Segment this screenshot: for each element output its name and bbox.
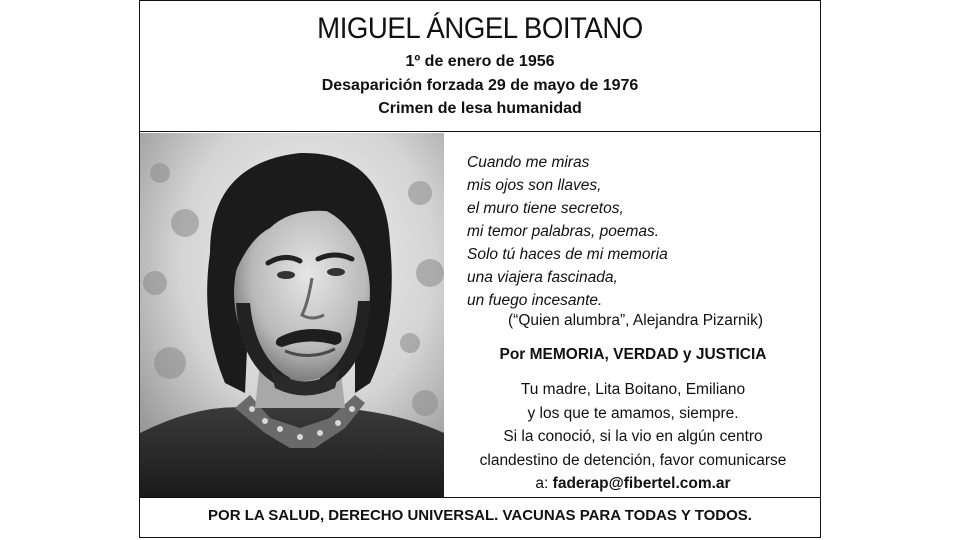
poem-line: Cuando me miras — [467, 154, 590, 171]
poem-attribution: (“Quien alumbra”, Alejandra Pizarnik) — [508, 312, 763, 329]
poem-line: mis ojos son llaves, — [467, 177, 602, 194]
poem-line: mi temor palabras, poemas. — [467, 223, 660, 240]
dedication-line: y los que te amamos, siempre. — [527, 404, 739, 422]
poem-line: Solo tú haces de mi memoria — [467, 246, 668, 263]
dedication-line: Si la conoció, si la vio en algún centro — [503, 428, 763, 445]
motto: Por MEMORIA, VERDAD y JUSTICIA — [499, 346, 767, 363]
dedication-line: clandestino de detención, favor comunicarse — [479, 451, 787, 469]
contact-prefix: a: — [535, 475, 553, 492]
poem-line: una viajera fascinada, — [467, 269, 618, 286]
poem — [467, 151, 807, 312]
memorial-notice — [139, 0, 821, 538]
poem-line: el muro tiene secretos, — [467, 200, 624, 217]
contact-line — [444, 472, 822, 496]
dedication — [444, 378, 822, 496]
notice-header — [140, 1, 820, 132]
contact-email[interactable]: faderap@fibertel.com.ar — [552, 475, 731, 492]
person-name: MIGUEL ÁNGEL BOITANO — [317, 12, 643, 45]
disappearance-date: Desaparición forzada 29 de mayo de 1976 — [321, 77, 639, 94]
birth-date: 1º de enero de 1956 — [405, 53, 555, 70]
crime-label: Crimen de lesa humanidad — [378, 100, 582, 117]
poem-line: un fuego incesante. — [467, 292, 603, 309]
footer-slogan: POR LA SALUD, DERECHO UNIVERSAL. VACUNAS PARA TODAS Y TODOS. — [140, 497, 820, 537]
portrait-photo — [140, 133, 444, 497]
portrait-image — [140, 133, 444, 497]
dedication-line: Tu madre, Lita Boitano, Emiliano — [520, 381, 746, 398]
